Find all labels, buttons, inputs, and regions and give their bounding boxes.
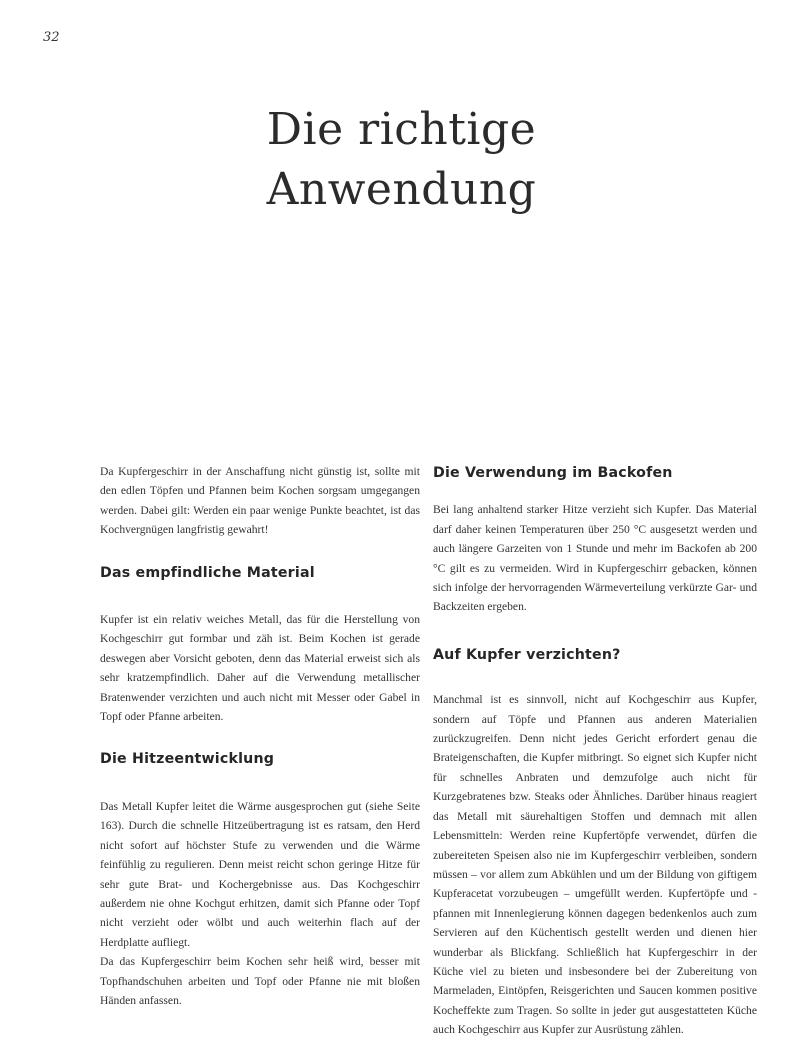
page-title — [0, 100, 803, 220]
material-heading: Das empfindliche Material — [100, 564, 315, 581]
material-paragraph: Kupfer ist ein relativ weiches Metall, das für die Herstellung von Kochgeschirr gut formbar und zäh ist. Beim Kochen ist gerade deswegen aber Vorsicht geboten, denn das Material erweist sich als sehr kratzempfindlich. Daher auf die Verwendung metallischer Bratenwender verzichten und auch nicht mit Messer oder Gabel in Topf oder Pfanne arbeiten. — [100, 613, 420, 724]
heat-paragraph-1: Das Metall Kupfer leitet die Wärme ausgesprochen gut (siehe Seite 163). Durch die schnelle Hitzeübertragung ist es ratsam, den Herd nicht sofort auf höchster Stufe zu verwenden und die Wärme feinfühlig zu regulieren. Denn meist reicht schon geringe Hitze für sehr gute Brat- und Kochergebnisse aus. Das Kochgeschirr außerdem nie ohne Kochgut erhitzen, damit sich Pfanne oder Topf nicht verzieht oder wölbt und auch weiterhin flach auf der Herdplatte aufliegt. — [100, 799, 420, 949]
right-column — [433, 462, 757, 1040]
oven-paragraph: Bei lang anhaltend starker Hitze verzieht sich Kupfer. Das Material darf daher keinen Temperaturen über 250 °C ausgesetzt werden und auch längere Garzeiten von 1 Stunde und mehr im Backofen ab 200 °C gilt es zu vermeiden. Wird in Kupfergeschirr gebacken, können sich infolge der hervorragenden Wärmeverteilung verkürzte Gar- und Backzeiten ergeben. — [433, 503, 757, 614]
page-title-line-1: Die richtige — [266, 104, 537, 155]
heat-heading: Die Hitzeentwicklung — [100, 751, 275, 768]
page-title-line-2: Anwendung — [266, 164, 537, 215]
intro-paragraph: Da Kupfergeschirr in der Anschaffung nicht günstig ist, sollte mit den edlen Töpfen und Pfannen beim Kochen sorgsam umgegangen werden. Dabei gilt: Werden ein paar wenige Punkte beachtet, ist das Kochvergnügen langfristig gewahrt! — [100, 465, 420, 537]
avoid-copper-heading: Auf Kupfer verzichten? — [433, 646, 621, 663]
avoid-copper-paragraph: Manchmal ist es sinnvoll, nicht auf Kochgeschirr aus Kupfer, sondern auf Töpfe und Pfannen aus anderen Materialien zurückzugreifen. Denn nicht jedes Gericht erfordert genau die Brateigenschaften, die Kupfer mitbringt. So eignet sich Kupfer nicht für schnelles Anbraten und demzufolge auch nicht für Kurzgebratenes bzw. Steaks oder Ähnliches. Darüber hinaus reagiert das Metall mit säurehaltigen Stoffen und demnach mit allen Lebensmitteln: Werden reine Kupfertöpfe verwendet, dürfen die zubereiteten Speisen also nie im Kupfergeschirr verbleiben, sondern müssen – vor allem zum Abkühlen und um der Bildung von giftigem Kupferacetat vorzubeugen – umgefüllt werden. Kupfertöpfe und -pfannen mit Innenlegierung können dagegen bedenkenlos auch zum Servieren auf den Küchentisch gestellt werden und dienen hier wunderbar als Blickfang. Schließlich hat Kupfergeschirr in der Küche viel zu bieten und insbesondere bei der Zubereitung von Marmeladen, Eintöpfen, Reisgerichten und Saucen kommen positive Kocheffekte zum Tragen. So sollte in jeder gut ausgestatteten Küche auch Kochgeschirr aus Kupfer zur Ausrüstung zählen. — [433, 693, 757, 1037]
oven-heading: Die Verwendung im Backofen — [433, 465, 673, 481]
heat-paragraph-2: Da das Kupfergeschirr beim Kochen sehr heiß wird, besser mit Topfhandschuhen arbeiten und Topf oder Pfanne nie mit bloßen Händen anfassen. — [100, 955, 420, 1007]
left-column — [100, 462, 420, 1010]
page-number: 32 — [43, 30, 60, 45]
